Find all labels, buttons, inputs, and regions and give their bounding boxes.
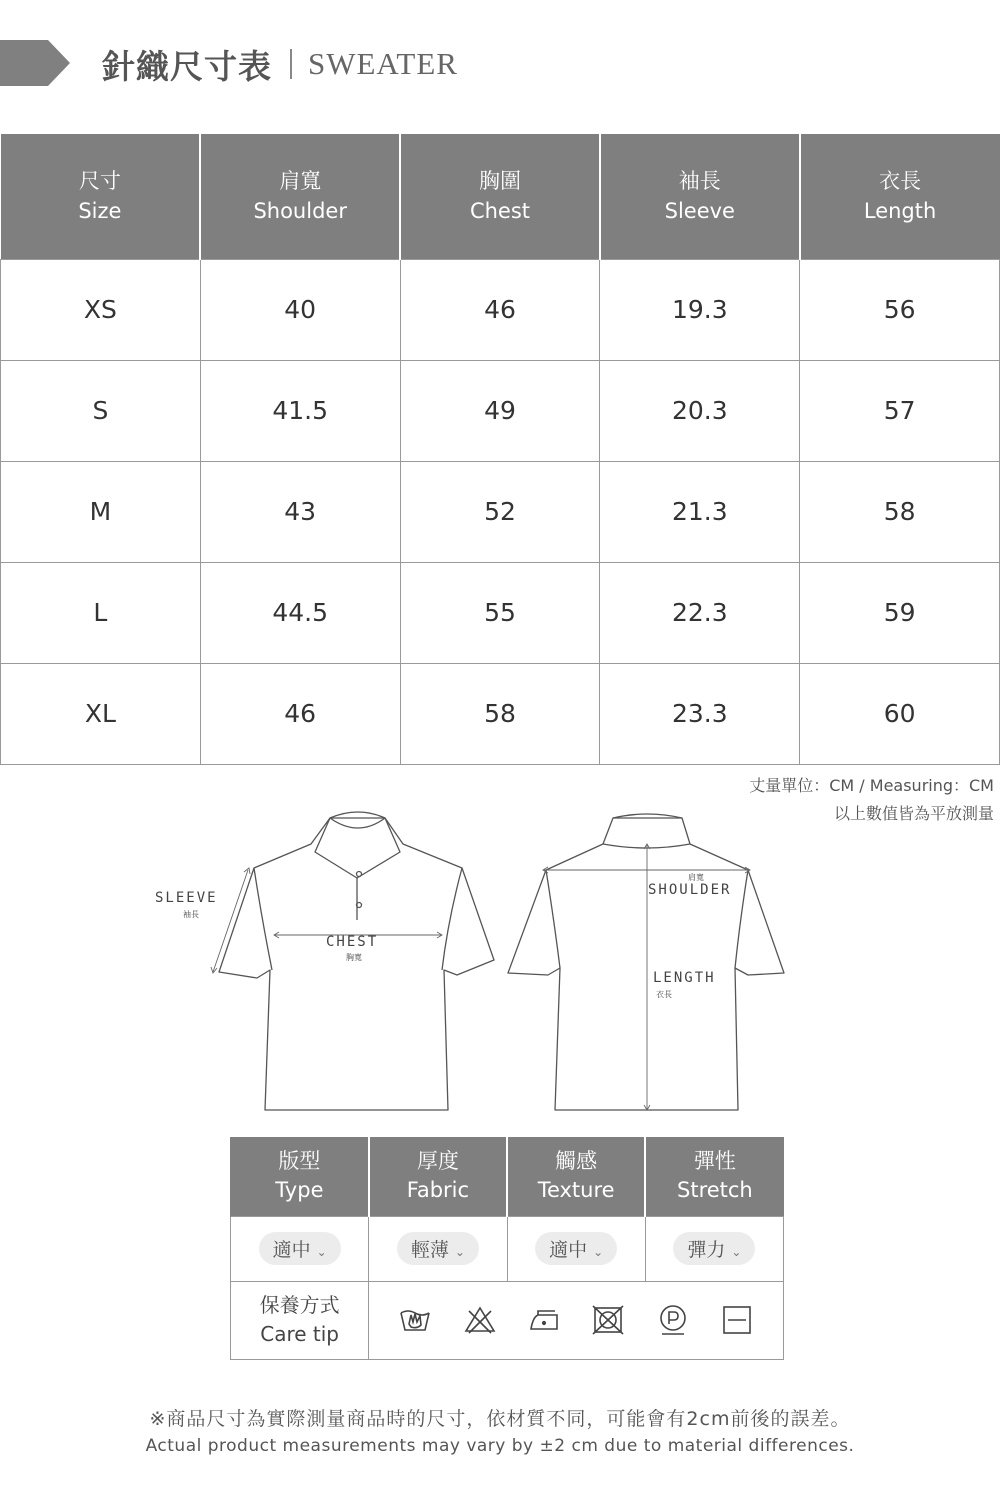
- table-cell: 20.3: [600, 360, 800, 461]
- shoulder-label: SHOULDER: [648, 882, 732, 898]
- table-cell: 57: [800, 360, 1000, 461]
- table-cell: XL: [1, 663, 201, 764]
- chest-label-cn: 胸寬: [346, 953, 362, 962]
- garment-diagram: [0, 810, 1000, 1120]
- table-cell: 43: [200, 461, 400, 562]
- table-cell: 19.3: [600, 259, 800, 360]
- table-cell: M: [1, 461, 201, 562]
- no-bleach-icon: [463, 1303, 497, 1337]
- title-en: SWEATER: [308, 46, 458, 81]
- table-row: [1, 663, 1000, 764]
- chevron-down-icon: ⌄: [593, 1245, 604, 1259]
- hand-wash-icon: [398, 1303, 432, 1337]
- type-cell: [231, 1216, 369, 1281]
- flat-dry-icon: [720, 1303, 754, 1337]
- chevron-down-icon: ⌄: [454, 1245, 465, 1259]
- chest-label: CHEST: [326, 934, 379, 950]
- unit-note-line2: 以上數值皆為平放測量: [833, 804, 994, 823]
- table-row: [1, 360, 1000, 461]
- table-cell: 46: [200, 663, 400, 764]
- header-type: 版型 Type: [231, 1137, 369, 1216]
- footer-note-en: Actual product measurements may vary by ±2 cm due to material differences.: [145, 1436, 855, 1456]
- fabric-value-pill: 輕薄 ⌄: [397, 1232, 479, 1265]
- length-label: LENGTH: [653, 970, 716, 986]
- chevron-down-icon: ⌄: [731, 1245, 742, 1259]
- header-length: 衣長 Length: [800, 134, 1000, 259]
- table-row: [1, 461, 1000, 562]
- no-tumble-dry-icon: [591, 1303, 625, 1337]
- header-texture: 觸感 Texture: [507, 1137, 645, 1216]
- table-cell: 21.3: [600, 461, 800, 562]
- table-cell: L: [1, 562, 201, 663]
- header-stretch: 彈性 Stretch: [645, 1137, 783, 1216]
- type-value-pill: 適中 ⌄: [259, 1232, 341, 1265]
- table-cell: 46: [400, 259, 600, 360]
- table-cell: 23.3: [600, 663, 800, 764]
- header-fabric: 厚度 Fabric: [369, 1137, 507, 1216]
- table-row: [1, 259, 1000, 360]
- care-label: 保養方式 Care tip: [231, 1281, 369, 1359]
- attribute-header-row: [231, 1137, 784, 1216]
- fabric-cell: [369, 1216, 507, 1281]
- shirt-outline-icon: [0, 810, 1000, 1120]
- table-cell: 56: [800, 259, 1000, 360]
- table-cell: 58: [800, 461, 1000, 562]
- shoulder-label-cn: 肩寬: [688, 873, 704, 882]
- sleeve-label-cn: 袖長: [183, 910, 199, 919]
- attribute-table: [230, 1137, 784, 1360]
- unit-note-line1: 丈量單位：CM / Measuring：CM: [749, 776, 994, 795]
- title-separator: [290, 49, 292, 79]
- stretch-value-pill: 彈力 ⌄: [673, 1232, 755, 1265]
- table-row: [1, 562, 1000, 663]
- table-cell: 59: [800, 562, 1000, 663]
- header-shoulder: 肩寬 Shoulder: [200, 134, 400, 259]
- table-cell: 44.5: [200, 562, 400, 663]
- title-cn: 針織尺寸表: [102, 46, 272, 86]
- table-cell: XS: [1, 259, 201, 360]
- size-table: [0, 134, 1000, 765]
- texture-value-pill: 適中 ⌄: [535, 1232, 617, 1265]
- table-cell: 40: [200, 259, 400, 360]
- table-cell: 49: [400, 360, 600, 461]
- stretch-cell: [645, 1216, 783, 1281]
- table-cell: 58: [400, 663, 600, 764]
- page-title: [102, 42, 458, 86]
- table-cell: 22.3: [600, 562, 800, 663]
- table-cell: S: [1, 360, 201, 461]
- header-size: 尺寸 Size: [1, 134, 201, 259]
- size-table-header: [1, 134, 1000, 259]
- texture-cell: [507, 1216, 645, 1281]
- table-cell: 41.5: [200, 360, 400, 461]
- dry-clean-p-icon: [656, 1303, 690, 1337]
- sleeve-label: SLEEVE: [155, 890, 218, 906]
- care-icons-cell: [369, 1281, 784, 1359]
- care-row: [231, 1281, 784, 1359]
- table-cell: 60: [800, 663, 1000, 764]
- footer-note-cn: ※商品尺寸為實際測量商品時的尺寸，依材質不同，可能會有2cm前後的誤差。: [149, 1408, 851, 1430]
- header-sleeve: 袖長 Sleeve: [600, 134, 800, 259]
- length-label-cn: 衣長: [656, 990, 672, 999]
- header-chest: 胸圍 Chest: [400, 134, 600, 259]
- low-iron-icon: [527, 1303, 561, 1337]
- chevron-down-icon: ⌄: [316, 1245, 327, 1259]
- header-arrow-icon: [0, 40, 70, 86]
- table-cell: 55: [400, 562, 600, 663]
- table-cell: 52: [400, 461, 600, 562]
- attribute-values-row: [231, 1216, 784, 1281]
